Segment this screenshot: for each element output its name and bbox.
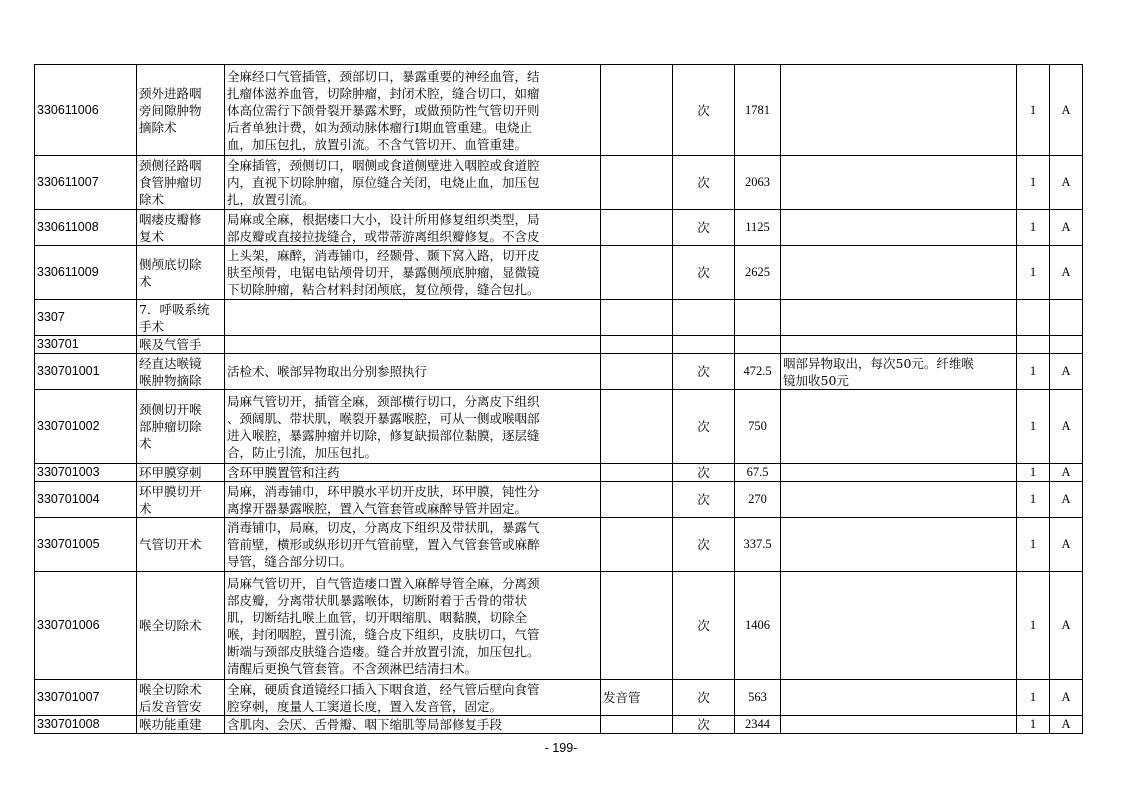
item-exclusion <box>601 156 673 210</box>
table-row <box>35 156 1083 210</box>
item-name: 喉功能重建 <box>137 716 225 734</box>
item-exclusion <box>601 336 673 354</box>
item-price: 2625 <box>735 246 781 300</box>
item-note <box>781 156 1017 210</box>
item-qty: 1 <box>1017 716 1050 734</box>
item-note <box>781 482 1017 518</box>
item-class: A <box>1050 482 1083 518</box>
item-class: A <box>1050 390 1083 464</box>
item-name: 颈侧径路咽 食管肿瘤切 除术 <box>137 156 225 210</box>
item-name: 颈侧切开喉 部肿瘤切除 术 <box>137 390 225 464</box>
item-price: 337.5 <box>735 518 781 572</box>
table-row <box>35 482 1083 518</box>
item-class: A <box>1050 680 1083 716</box>
item-note <box>781 518 1017 572</box>
item-exclusion <box>601 572 673 680</box>
item-exclusion <box>601 482 673 518</box>
table-row <box>35 680 1083 716</box>
item-content: 局麻或全麻，根据瘘口大小，设计所用修复组织类型，局 部皮瓣或直接拉拢缝合，或带蒂游离组织瓣修复。不含皮 <box>225 210 601 246</box>
item-note <box>781 680 1017 716</box>
item-price: 563 <box>735 680 781 716</box>
item-name: 7．呼吸系统 手术 <box>137 300 225 336</box>
item-content: 局麻，消毒铺巾，环甲膜水平切开皮肤，环甲膜，钝性分 离撑开器暴露喉腔，置入气管套管或麻醉导管并固定。 <box>225 482 601 518</box>
item-content <box>225 336 601 354</box>
item-note <box>781 464 1017 482</box>
item-exclusion <box>601 210 673 246</box>
price-table <box>34 64 1083 734</box>
item-code: 330701005 <box>35 518 137 572</box>
item-unit: 次 <box>673 518 735 572</box>
item-qty: 1 <box>1017 156 1050 210</box>
item-name: 环甲膜穿刺 <box>137 464 225 482</box>
table-row <box>35 210 1083 246</box>
table-row <box>35 300 1083 336</box>
item-code: 330701004 <box>35 482 137 518</box>
item-code: 330701 <box>35 336 137 354</box>
item-note: 咽部异物取出，每次50元。纤维喉 镜加收50元 <box>781 354 1017 390</box>
item-name: 侧颅底切除 术 <box>137 246 225 300</box>
item-qty: 1 <box>1017 210 1050 246</box>
item-name: 喉全切除术 <box>137 572 225 680</box>
item-name: 经直达喉镜 喉肿物摘除 <box>137 354 225 390</box>
item-unit: 次 <box>673 482 735 518</box>
item-code: 330611006 <box>35 65 137 156</box>
item-class: A <box>1050 716 1083 734</box>
item-content: 全麻经口气管插管，颈部切口，暴露重要的神经血管，结 扎瘤体滋养血管，切除肿瘤，封闭术腔，缝合切口，如瘤 体高位需行下颌骨裂开暴露术野，或做预防性气管切开则 后者单独计费，如为颈动脉体瘤行Ⅰ期血管重建。电烧止 血，加压包扎，放置引流。不含气管切开、血管重建。 <box>225 65 601 156</box>
item-class: A <box>1050 518 1083 572</box>
item-code: 330701001 <box>35 354 137 390</box>
item-unit: 次 <box>673 156 735 210</box>
item-note <box>781 716 1017 734</box>
item-class: A <box>1050 354 1083 390</box>
item-unit: 次 <box>673 390 735 464</box>
table-row <box>35 518 1083 572</box>
item-unit <box>673 336 735 354</box>
item-qty <box>1017 300 1050 336</box>
page-number: - 199- <box>544 741 578 755</box>
item-unit: 次 <box>673 572 735 680</box>
item-qty: 1 <box>1017 354 1050 390</box>
item-exclusion <box>601 390 673 464</box>
item-exclusion: 发音管 <box>601 680 673 716</box>
item-code: 330611007 <box>35 156 137 210</box>
item-class <box>1050 300 1083 336</box>
item-qty: 1 <box>1017 246 1050 300</box>
item-price: 270 <box>735 482 781 518</box>
item-class: A <box>1050 65 1083 156</box>
item-unit <box>673 300 735 336</box>
item-code: 330701002 <box>35 390 137 464</box>
table-row <box>35 65 1083 156</box>
item-note <box>781 246 1017 300</box>
item-code: 330701007 <box>35 680 137 716</box>
item-name: 环甲膜切开 术 <box>137 482 225 518</box>
item-name: 颈外进路咽 旁间隙肿物 摘除术 <box>137 65 225 156</box>
item-note <box>781 300 1017 336</box>
item-price: 67.5 <box>735 464 781 482</box>
item-content: 含肌肉、会厌、舌骨瓣、咽下缩肌等局部修复手段 <box>225 716 601 734</box>
item-exclusion <box>601 518 673 572</box>
table-row <box>35 464 1083 482</box>
item-content: 局麻气管切开，插管全麻，颈部横行切口，分离皮下组织 、颈阔肌、带状肌，喉裂开暴露喉腔，可从一侧或喉咽部 进入喉腔，暴露肿瘤并切除，修复缺损部位黏膜，逐层缝 合，防止引流，加压包扎。 <box>225 390 601 464</box>
item-code: 330701006 <box>35 572 137 680</box>
item-qty: 1 <box>1017 518 1050 572</box>
item-unit: 次 <box>673 680 735 716</box>
item-qty: 1 <box>1017 482 1050 518</box>
table-row <box>35 716 1083 734</box>
item-code: 330701008 <box>35 716 137 734</box>
item-price: 2344 <box>735 716 781 734</box>
item-content <box>225 300 601 336</box>
item-code: 330611009 <box>35 246 137 300</box>
table-row <box>35 572 1083 680</box>
item-content: 上头架，麻醉，消毒铺巾，经颞骨、颞下窝入路，切开皮 肤至颅骨，电锯电钻颅骨切开，暴露侧颅底肿瘤，显微镜 下切除肿瘤，粘合材料封闭颅底，复位颅骨，缝合包扎。 <box>225 246 601 300</box>
item-price: 2063 <box>735 156 781 210</box>
item-qty: 1 <box>1017 464 1050 482</box>
item-note <box>781 390 1017 464</box>
item-class <box>1050 336 1083 354</box>
table-row <box>35 390 1083 464</box>
item-class: A <box>1050 156 1083 210</box>
item-unit: 次 <box>673 354 735 390</box>
item-name: 气管切开术 <box>137 518 225 572</box>
item-unit: 次 <box>673 65 735 156</box>
item-exclusion <box>601 246 673 300</box>
item-qty: 1 <box>1017 390 1050 464</box>
item-unit: 次 <box>673 210 735 246</box>
item-qty: 1 <box>1017 65 1050 156</box>
item-unit: 次 <box>673 464 735 482</box>
item-qty: 1 <box>1017 680 1050 716</box>
item-name: 咽瘘皮瓣修 复术 <box>137 210 225 246</box>
table-row <box>35 246 1083 300</box>
item-code: 3307 <box>35 300 137 336</box>
item-content: 全麻插管，颈侧切口，咽侧或食道侧壁进入咽腔或食道腔 内，直视下切除肿瘤，原位缝合关闭，电烧止血，加压包 扎，放置引流。 <box>225 156 601 210</box>
item-content: 全麻，硬质食道镜经口插入下咽食道，经气管后壁向食管 腔穿刺，度量人工窦道长度，置入发音管，固定。 <box>225 680 601 716</box>
item-exclusion <box>601 464 673 482</box>
item-name: 喉及气管手 <box>137 336 225 354</box>
item-content: 局麻气管切开，自气管造瘘口置入麻醉导管全麻，分离颈 部皮瓣，分离带状肌暴露喉体，切断附着于舌骨的带状 肌，切断结扎喉上血管，切开咽缩肌、咽黏膜，切除全 喉，封闭咽腔，置引流，缝合皮下组织，皮肤切口，气管 断端与颈部皮肤缝合造瘘。缝合并放置引流，加压包扎。 清醒后更换气管套管。不含颈淋巴结清扫术。 <box>225 572 601 680</box>
item-exclusion <box>601 354 673 390</box>
item-class: A <box>1050 464 1083 482</box>
item-price: 1406 <box>735 572 781 680</box>
item-class: A <box>1050 210 1083 246</box>
item-content: 活检术、喉部异物取出分别参照执行 <box>225 354 601 390</box>
item-content: 含环甲膜置管和注药 <box>225 464 601 482</box>
item-note <box>781 210 1017 246</box>
table-row <box>35 354 1083 390</box>
item-exclusion <box>601 300 673 336</box>
item-name: 喉全切除术 后发音管安 <box>137 680 225 716</box>
item-exclusion <box>601 65 673 156</box>
item-class: A <box>1050 572 1083 680</box>
item-qty: 1 <box>1017 572 1050 680</box>
item-unit: 次 <box>673 246 735 300</box>
item-price <box>735 300 781 336</box>
item-price: 472.5 <box>735 354 781 390</box>
item-price: 1125 <box>735 210 781 246</box>
item-exclusion <box>601 716 673 734</box>
item-class: A <box>1050 246 1083 300</box>
item-code: 330701003 <box>35 464 137 482</box>
item-note <box>781 572 1017 680</box>
item-price: 1781 <box>735 65 781 156</box>
item-price <box>735 336 781 354</box>
item-note <box>781 65 1017 156</box>
table-row <box>35 336 1083 354</box>
item-price: 750 <box>735 390 781 464</box>
item-unit: 次 <box>673 716 735 734</box>
item-code: 330611008 <box>35 210 137 246</box>
item-content: 消毒铺巾，局麻，切皮，分离皮下组织及带状肌，暴露气 管前壁，横形或纵形切开气管前壁，置入气管套管或麻醉 导管，缝合部分切口。 <box>225 518 601 572</box>
item-note <box>781 336 1017 354</box>
item-qty <box>1017 336 1050 354</box>
